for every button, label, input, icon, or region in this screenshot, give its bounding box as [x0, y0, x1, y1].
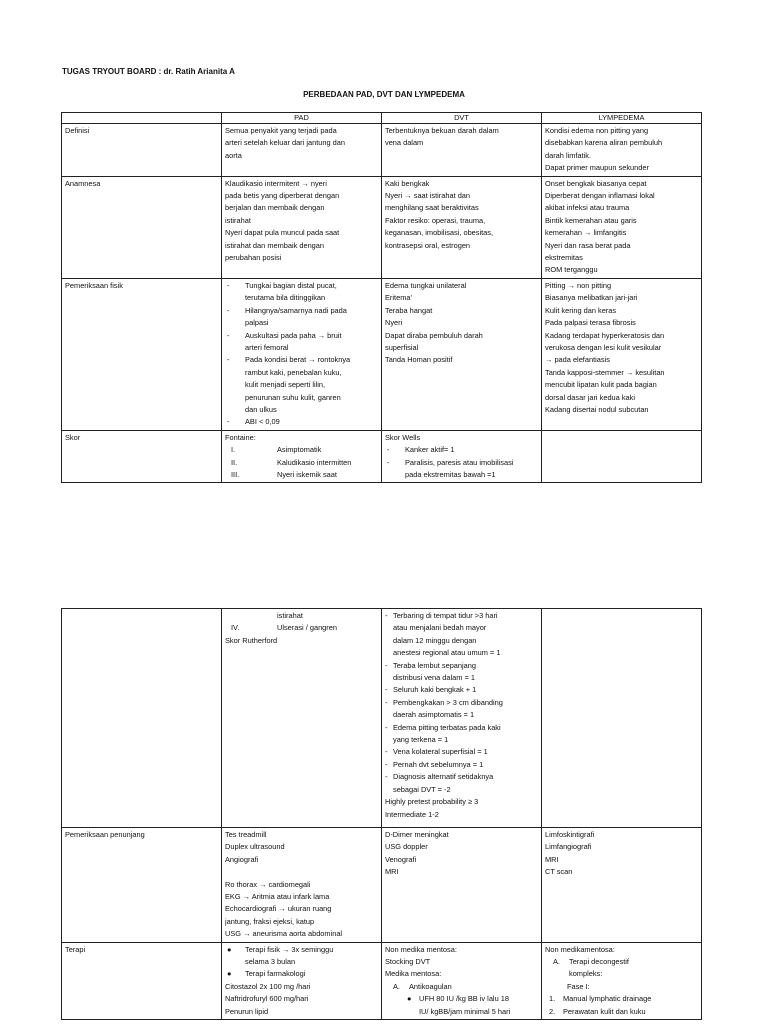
list-item: - Hilangnya/samarnya nadi pada palpasi: [227, 305, 347, 328]
list-item: III. Nyeri iskemik saat: [231, 469, 337, 479]
row-pemeriksaan-penunjang: [62, 828, 702, 943]
list-item: - Pada kondisi berat → rontoknya rambut kaki, penebalan kuku, kulit menjadi seperti lilin, penurunan suhu kulit, ganren dan ulkus: [227, 355, 351, 414]
list-item: 2. Perawatan kulit dan kuku: [549, 1006, 646, 1016]
header-row: [62, 113, 702, 124]
row-label-definisi: Definisi: [62, 124, 222, 177]
list-item: - Pernah dvt sebelumnya = 1: [385, 759, 484, 769]
comparison-table-page-1: [61, 112, 702, 483]
row-definisi: [62, 124, 702, 177]
row-terapi: [62, 942, 702, 1019]
definisi-lympedema: Kondisi edema non pitting yang disebabkan karena aliran pembuluh darah limfatik. Dapat primer maupun sekunder: [542, 124, 702, 177]
document-title: TUGAS TRYOUT BOARD : dr. Ratih Arianita A: [62, 67, 235, 76]
row-label-anamnesa: Anamnesa: [62, 176, 222, 278]
header-pad: PAD: [222, 113, 382, 124]
header-lympedema: LYMPEDEMA: [542, 113, 702, 124]
row-label-skor-continued: [62, 609, 222, 828]
document-heading: PERBEDAAN PAD, DVT DAN LYMPEDEMA: [303, 90, 465, 99]
fisik-dvt: Edema tungkai unilateral Eritema' Teraba hangat Nyeri Dapat diraba pembuluh darah superfisial Tanda Homan positif: [382, 278, 542, 430]
skor-lympedema: [542, 430, 702, 483]
row-anamnesa: [62, 176, 702, 278]
row-skor: [62, 430, 702, 483]
list-item: 1. Manual lymphatic drainage: [549, 994, 652, 1004]
fisik-lympedema: Pitting → non pitting Biasanya melibatkan jari-jari Kulit kering dan keras Pada palpasi terasa fibrosis Kadang terdapat hyperkeratosis dan verukosa dengan lesi kulit vesikular → pada elefantiasis Tanda kapposi-stemmer → kesulitan mencubit lipatan kulit pada bagian dorsal dasar jari kedua kaki Kadang disertai nodul subcutan: [542, 278, 702, 430]
terapi-pad: ● Terapi fisik → 3x seminggu selama 3 bulan ● Terapi farmakologi Citostazol 2x 100 mg /hari Naftridrofuryl 600 mg/hari Penurun lipid: [222, 942, 382, 1019]
anamnesa-dvt: Kaki bengkak Nyeri → saat istirahat dan menghilang saat beraktivitas Faktor resiko: operasi, trauma, keganasan, imobilisasi, obesitas, kontrasepsi oral, estrogen: [382, 176, 542, 278]
list-item: - Seluruh kaki bengkak + 1: [385, 685, 477, 695]
list-item: - Vena kolateral superfisial = 1: [385, 747, 488, 757]
terapi-dvt: Non medika mentosa: Stocking DVT Medika mentosa: A. Antikoagulan ● UFH 80 IU /kg BB iv lalu 18 IU/ kgBB/jam minimal 5 hari: [382, 942, 542, 1019]
list-item: I. Asimptomatik: [231, 445, 322, 455]
anamnesa-lympedema: Onset bengkak biasanya cepat Diperberat dengan inflamasi lokal akibat infeksi atau trauma Bintik kemerahan atau garis kemerahan → limfangitis Nyeri dan rasa berat pada ekstremitas ROM terganggu: [542, 176, 702, 278]
list-item: ● Terapi fisik → 3x seminggu selama 3 bulan: [227, 944, 334, 967]
skor-dvt-continued: - Terbaring di tempat tidur >3 hari atau menjalani bedah mayor dalam 12 minggu dengan anestesi regional atau umum = 1 - Teraba lembut sepanjang distribusi vena dalam = 1 - Seluruh kaki bengkak + 1 - Pembengkakan > 3 cm dibanding daerah asimptomatis = 1 - Edema pitting terbatas pada kaki yang terkena = 1 - Vena kolateral superfisial = 1 - Pernah dvt sebelumnya = 1 - Diagnosis alternatif setidaknya sebagai DVT = -2 Highly pretest probability ≥ 3 Intermediate 1-2: [382, 609, 542, 828]
anamnesa-pad: Klaudikasio intermitent → nyeri pada betis yang diperberat dengan berjalan dan membaik dengan istirahat Nyeri dapat pula muncul pada saat istirahat dan membaik dengan perubahan posisi: [222, 176, 382, 278]
list-item: - Edema pitting terbatas pada kaki yang terkena = 1: [385, 722, 501, 745]
list-item: IV. Ulserasi / gangren: [231, 623, 337, 633]
list-item: - Auskultasi pada paha → bruit arteri femoral: [227, 330, 342, 352]
penunjang-pad: Tes treadmill Duplex ultrasound Angiografi Ro thorax → cardiomegali EKG → Aritmia atau infark lama Echocardiografi → ukuran ruang jantung, fraksi ejeksi, katup USG → aneurisma aorta abdominal: [222, 828, 382, 943]
definisi-dvt: Terbentuknya bekuan darah dalam vena dalam: [382, 124, 542, 177]
list-item: ● UFH 80 IU /kg BB iv lalu 18 IU/ kgBB/jam minimal 5 hari: [407, 994, 511, 1016]
list-item: - Diagnosis alternatif setidaknya sebagai DVT = -2: [385, 772, 494, 794]
list-item: A. Antikoagulan: [393, 981, 452, 991]
list-item: - Teraba lembut sepanjang distribusi vena dalam = 1: [385, 660, 476, 683]
definisi-pad: Semua penyakit yang terjadi pada arteri setelah keluar dari jantung dan aorta: [222, 124, 382, 177]
skor-pad-continued: istirahat IV. Ulserasi / gangren Skor Rutherford: [222, 609, 382, 828]
list-item: ● Terapi farmakologi: [227, 969, 306, 979]
list-item: II. Kaludikasio intermitten: [231, 457, 352, 467]
fisik-pad: [222, 278, 382, 430]
row-label-terapi: Terapi: [62, 942, 222, 1019]
list-item: - Tungkai bagian distal pucat, terutama bila ditinggikan: [227, 280, 337, 303]
header-empty: [62, 113, 222, 124]
list-item: A. Terapi decongestif kompleks:: [553, 957, 629, 979]
skor-lympedema-continued: [542, 609, 702, 828]
list-item: - Terbaring di tempat tidur >3 hari atau menjalani bedah mayor dalam 12 minggu dengan anestesi regional atau umum = 1: [385, 611, 501, 658]
terapi-lympedema: Non medikamentosa: A. Terapi decongestif kompleks: Fase I: 1. Manual lymphatic drainage 2. Perawatan kulit dan kuku: [542, 942, 702, 1019]
list-item: - ABI < 0,09: [227, 417, 280, 427]
skor-dvt: Skor Wells - Kanker aktif= 1 - Paralisis, paresis atau imobilisasi pada ekstremitas bawah =1: [382, 430, 542, 483]
row-skor-continued: [62, 609, 702, 828]
header-dvt: DVT: [382, 113, 542, 124]
row-label-skor: Skor: [62, 430, 222, 483]
penunjang-lympedema: Limfoskintigrafi Limfangiografi MRI CT scan: [542, 828, 702, 943]
row-label-pemeriksaan-fisik: Pemeriksaan fisik: [62, 278, 222, 430]
list-item: - Paralisis, paresis atau imobilisasi pada ekstremitas bawah =1: [387, 457, 514, 479]
list-item: - Kanker aktif= 1: [387, 445, 455, 455]
list-item: - Pembengkakan > 3 cm dibanding daerah asimptomatis = 1: [385, 697, 503, 720]
comparison-table-page-2: [61, 608, 702, 1020]
penunjang-dvt: D-Dimer meningkat USG doppler Venografi MRI: [382, 828, 542, 943]
row-label-pemeriksaan-penunjang: Pemeriksaan penunjang: [62, 828, 222, 943]
row-pemeriksaan-fisik: [62, 278, 702, 430]
skor-pad: Fontaine: I. Asimptomatik II. Kaludikasio intermitten III. Nyeri iskemik saat: [222, 430, 382, 483]
